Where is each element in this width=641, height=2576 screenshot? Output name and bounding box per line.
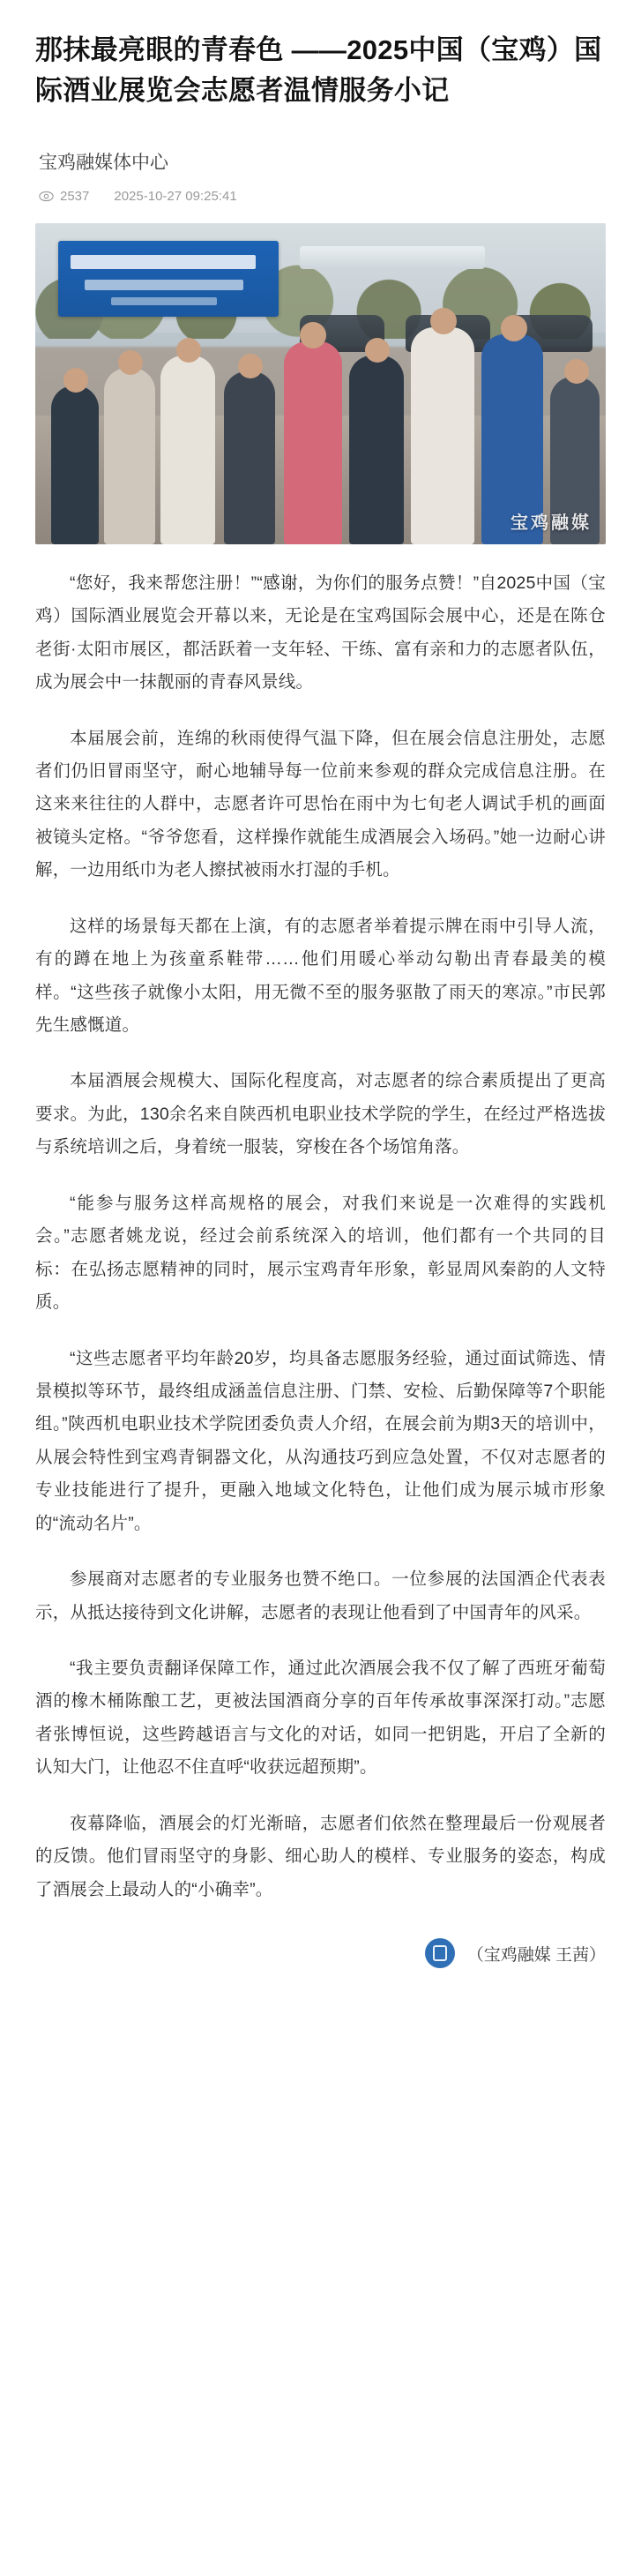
paragraph: 本届展会前，连绵的秋雨使得气温下降，但在展会信息注册处，志愿者们仍旧冒雨坚守，耐心地辅导每一位前来参观的群众完成信息注册。在这来来往往的人群中，志愿者许可思怡在雨中为七旬老人调试手机的画面被镜头定格。“爷爷您看，这样操作就能生成酒展会入场码。”她一边耐心讲解，一边用纸巾为老人擦拭被雨水打湿的手机。 — [35, 728, 606, 880]
paragraph: “这些志愿者平均年龄20岁，均具备志愿服务经验，通过面试筛选、情景模拟等环节，最终组成涵盖信息注册、门禁、安检、后勤保障等7个职能组。”陕西机电职业技术学院团委负责人介绍，在展会前为期3天的培训中，从展会特性到宝鸡青铜器文化，从沟通技巧到应急处置，不仅对志愿者的专业技能进行了提升，更融入地域文化特色，让他们成为展示城市形象的“流动名片”。 — [35, 1348, 606, 1533]
paragraph: 参展商对志愿者的专业服务也赞不绝口。一位参展的法国酒企代表表示，从抵达接待到文化讲解，志愿者的表现让他看到了中国青年的风采。 — [35, 1569, 606, 1622]
page-title: 那抹最亮眼的青春色 ——2025中国（宝鸡）国际酒业展览会志愿者温情服务小记 — [35, 34, 602, 106]
view-count: 2537 — [60, 188, 90, 204]
paragraph: “能参与服务这样高规格的展会，对我们来说是一次难得的实践机会。”志愿者姚龙说，经过会前系统深入的培训，他们都有一个共同的目标：在弘扬志愿精神的同时，展示宝鸡青年形象，彰显周风秦韵的人文特质。 — [35, 1193, 606, 1313]
article-signature: （宝鸡融媒 王茜） — [466, 1945, 606, 1965]
hero-banner — [58, 241, 279, 317]
hero-tent — [300, 246, 485, 269]
article-meta — [39, 189, 606, 204]
paragraph: 夜幕降临，酒展会的灯光渐暗，志愿者们依然在整理最后一份观展者的反馈。他们冒雨坚守的身影、细心助人的模样、专业服务的姿态，构成了酒展会上最动人的“小确幸”。 — [35, 1813, 606, 1899]
paragraph: 这样的场景每天都在上演，有的志愿者举着提示牌在雨中引导人流，有的蹲在地上为孩童系鞋带……他们用暖心举动勾勒出青春最美的模样。“这些孩子就像小太阳，用无微不至的服务驱散了雨天的寒凉。”市民郭先生感慨道。 — [35, 916, 606, 1035]
article-source: 宝鸡融媒体中心 — [39, 152, 168, 173]
eye-icon — [39, 189, 54, 204]
publisher-logo-icon — [425, 1938, 455, 1968]
article-footer — [35, 1938, 606, 2003]
image-watermark: 宝鸡融媒 — [511, 513, 592, 533]
article-hero-image — [35, 223, 606, 544]
paragraph: “我主要负责翻译保障工作，通过此次酒展会我不仅了解了西班牙葡萄酒的橡木桶陈酿工艺，更被法国酒商分享的百年传承故事深深打动。”志愿者张博恒说，这些跨越语言与文化的对话，如同一把钥匙，开启了全新的认知大门，让他忍不住直呼“收获远超预期”。 — [35, 1659, 606, 1778]
article-body — [35, 567, 606, 1906]
timestamp: 2025-10-27 09:25:41 — [114, 188, 237, 204]
paragraph: 本届酒展会规模大、国际化程度高，对志愿者的综合素质提出了更高要求。为此，130余名来自陕西机电职业技术学院的学生，在经过严格选拔与系统培训之后，身着统一服装，穿梭在各个场馆角落。 — [35, 1071, 606, 1157]
paragraph: “您好，我来帮您注册！”“感谢，为你们的服务点赞！”自2025中国（宝鸡）国际酒业展览会开幕以来，无论是在宝鸡国际会展中心，还是在陈仓老街·太阳市展区，都活跃着一支年轻、干练、富有亲和力的志愿者队伍，成为展会中一抹靓丽的青春风景线。 — [35, 573, 606, 693]
